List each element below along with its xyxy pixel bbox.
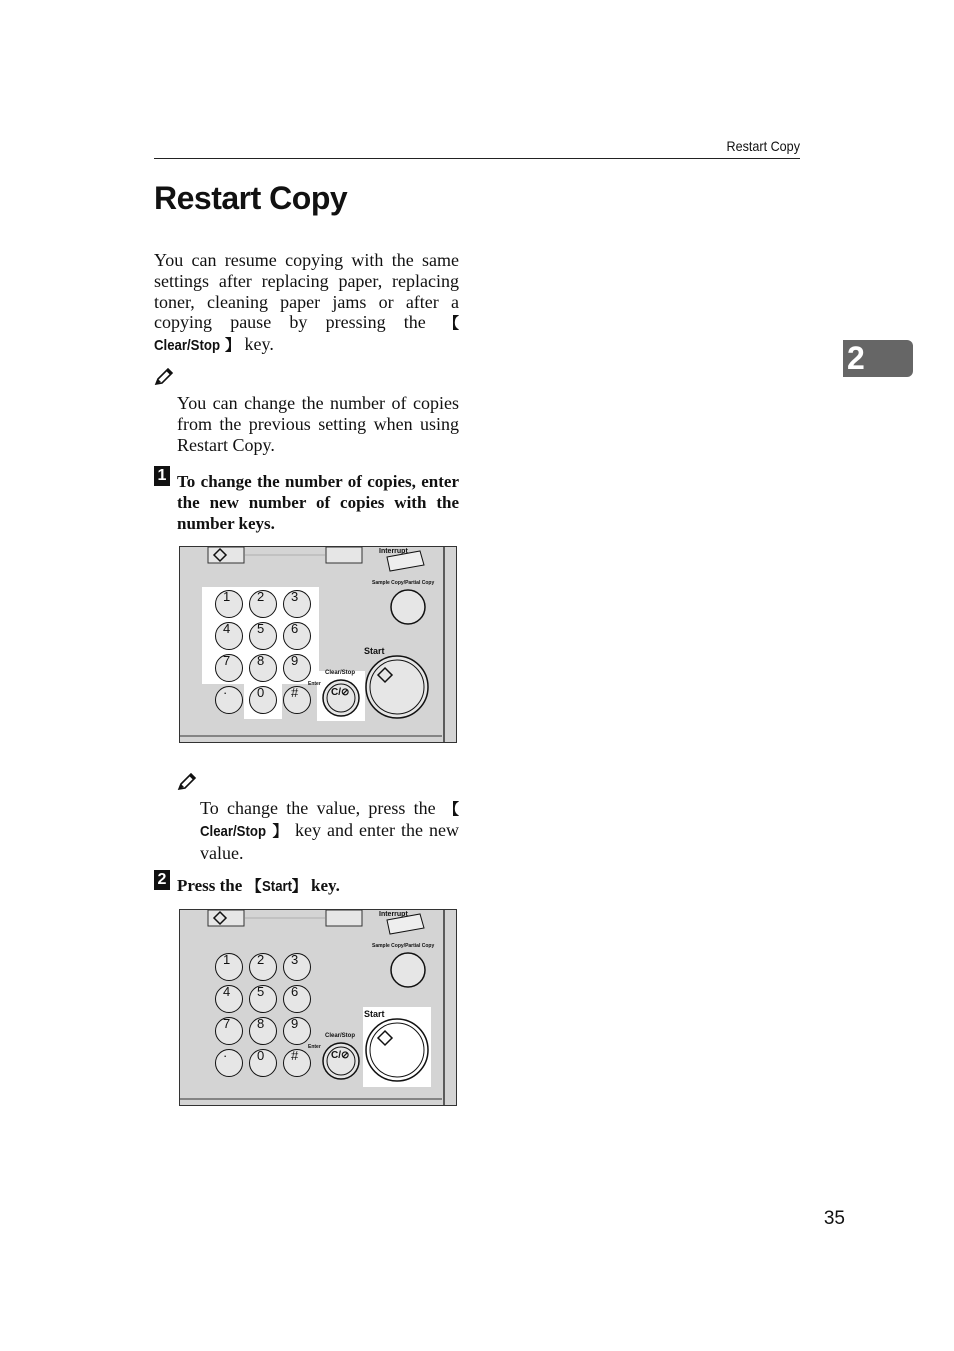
start-label: Start [364,1009,385,1019]
number-key-label: 2 [257,952,265,967]
number-key-label: 2 [257,589,265,604]
number-key [249,985,277,1013]
number-key-label: · [223,1048,228,1063]
number-key [215,590,243,618]
number-key [283,953,311,981]
enter-label: Enter [308,1044,321,1050]
number-key [249,654,277,682]
number-key-label: # [291,1048,299,1063]
page-number: 35 [823,1208,845,1229]
number-key-label: 9 [291,1016,299,1031]
control-panel-1 [179,546,457,743]
note2-paragraph: To change the value, press the 【Clear/Stop 】 key and enter the new value. [200,798,459,863]
number-key [215,1017,243,1045]
clearstop-label: Clear/Stop [325,1033,356,1039]
number-key [215,686,243,714]
number-key [283,654,311,682]
number-key [215,622,243,650]
intro-paragraph: You can resume copying with the same settings after replacing paper, replacing toner, cleaning paper jams or after a copying pause by pressing the 【Clear/Stop 】 key. [154,250,459,357]
number-key-label: 3 [291,589,299,604]
number-key [215,1049,243,1077]
number-key-label: # [291,685,299,700]
number-key [283,1049,311,1077]
step2-paragraph: Press the 【Start】 key. [177,876,340,895]
number-key [283,1017,311,1045]
number-key-label: 4 [223,621,231,636]
number-key-label: 6 [291,621,299,636]
number-key [283,686,311,714]
number-key [215,654,243,682]
number-key-label: · [223,685,228,700]
enter-label: Enter [308,681,321,687]
chapter-number: 2 [847,340,865,376]
clearstop-label: Clear/Stop [325,670,356,676]
number-key-label: 0 [257,685,265,700]
intro-text: You can resume copying with the same settings after replacing paper, replacing toner, cleaning paper jams or after a copying pause by pressing the [154,250,459,333]
number-key [283,590,311,618]
number-key [249,953,277,981]
number-key-label: 8 [257,653,265,668]
start-label: Start [364,646,385,656]
number-key-label: 8 [257,1016,265,1031]
number-key-label: 4 [223,984,231,999]
start-key-ref: Start [261,878,292,895]
chapter-tab [843,340,913,377]
control-panel-2 [179,909,457,1106]
sample-copy-label: Sample Copy/Partial Copy [372,580,435,586]
clear-stop-key-ref: Clear/Stop [200,822,267,840]
number-key-label: 3 [291,952,299,967]
number-key-label: 6 [291,984,299,999]
number-key-label: 7 [223,653,231,668]
sample-copy-label: Sample Copy/Partial Copy [372,943,435,949]
note1-text: You can change the number of copies from the previous setting when using Restart Copy. [177,393,459,455]
clearstop-glyph: C/⊘ [331,687,350,698]
running-header: Restart Copy [726,138,800,154]
pencil-note-icon [177,773,197,796]
step1-number: 1 [154,466,170,486]
number-key-label: 1 [223,589,231,604]
number-key [215,985,243,1013]
number-key [283,985,311,1013]
number-key [249,590,277,618]
number-key [249,1017,277,1045]
step2-number: 2 [154,870,170,890]
number-key-label: 7 [223,1016,231,1031]
number-key-label: 5 [257,984,265,999]
number-key-label: 0 [257,1048,265,1063]
interrupt-label: Interrupt [379,548,408,555]
number-key-label: 9 [291,653,299,668]
number-key-label: 5 [257,621,265,636]
number-key-label: 1 [223,952,231,967]
number-key [283,622,311,650]
number-key [249,622,277,650]
clearstop-glyph: C/⊘ [331,1050,350,1061]
number-key [249,1049,277,1077]
page-title: Restart Copy [154,180,348,216]
header-rule [154,158,800,159]
step1-text: To change the number of copies, enter the new number of copies with the number keys. [177,472,459,533]
number-key [215,953,243,981]
number-key [249,686,277,714]
interrupt-label: Interrupt [379,911,408,918]
pencil-note-icon [154,368,174,391]
clear-stop-key-ref: Clear/Stop [154,337,221,355]
